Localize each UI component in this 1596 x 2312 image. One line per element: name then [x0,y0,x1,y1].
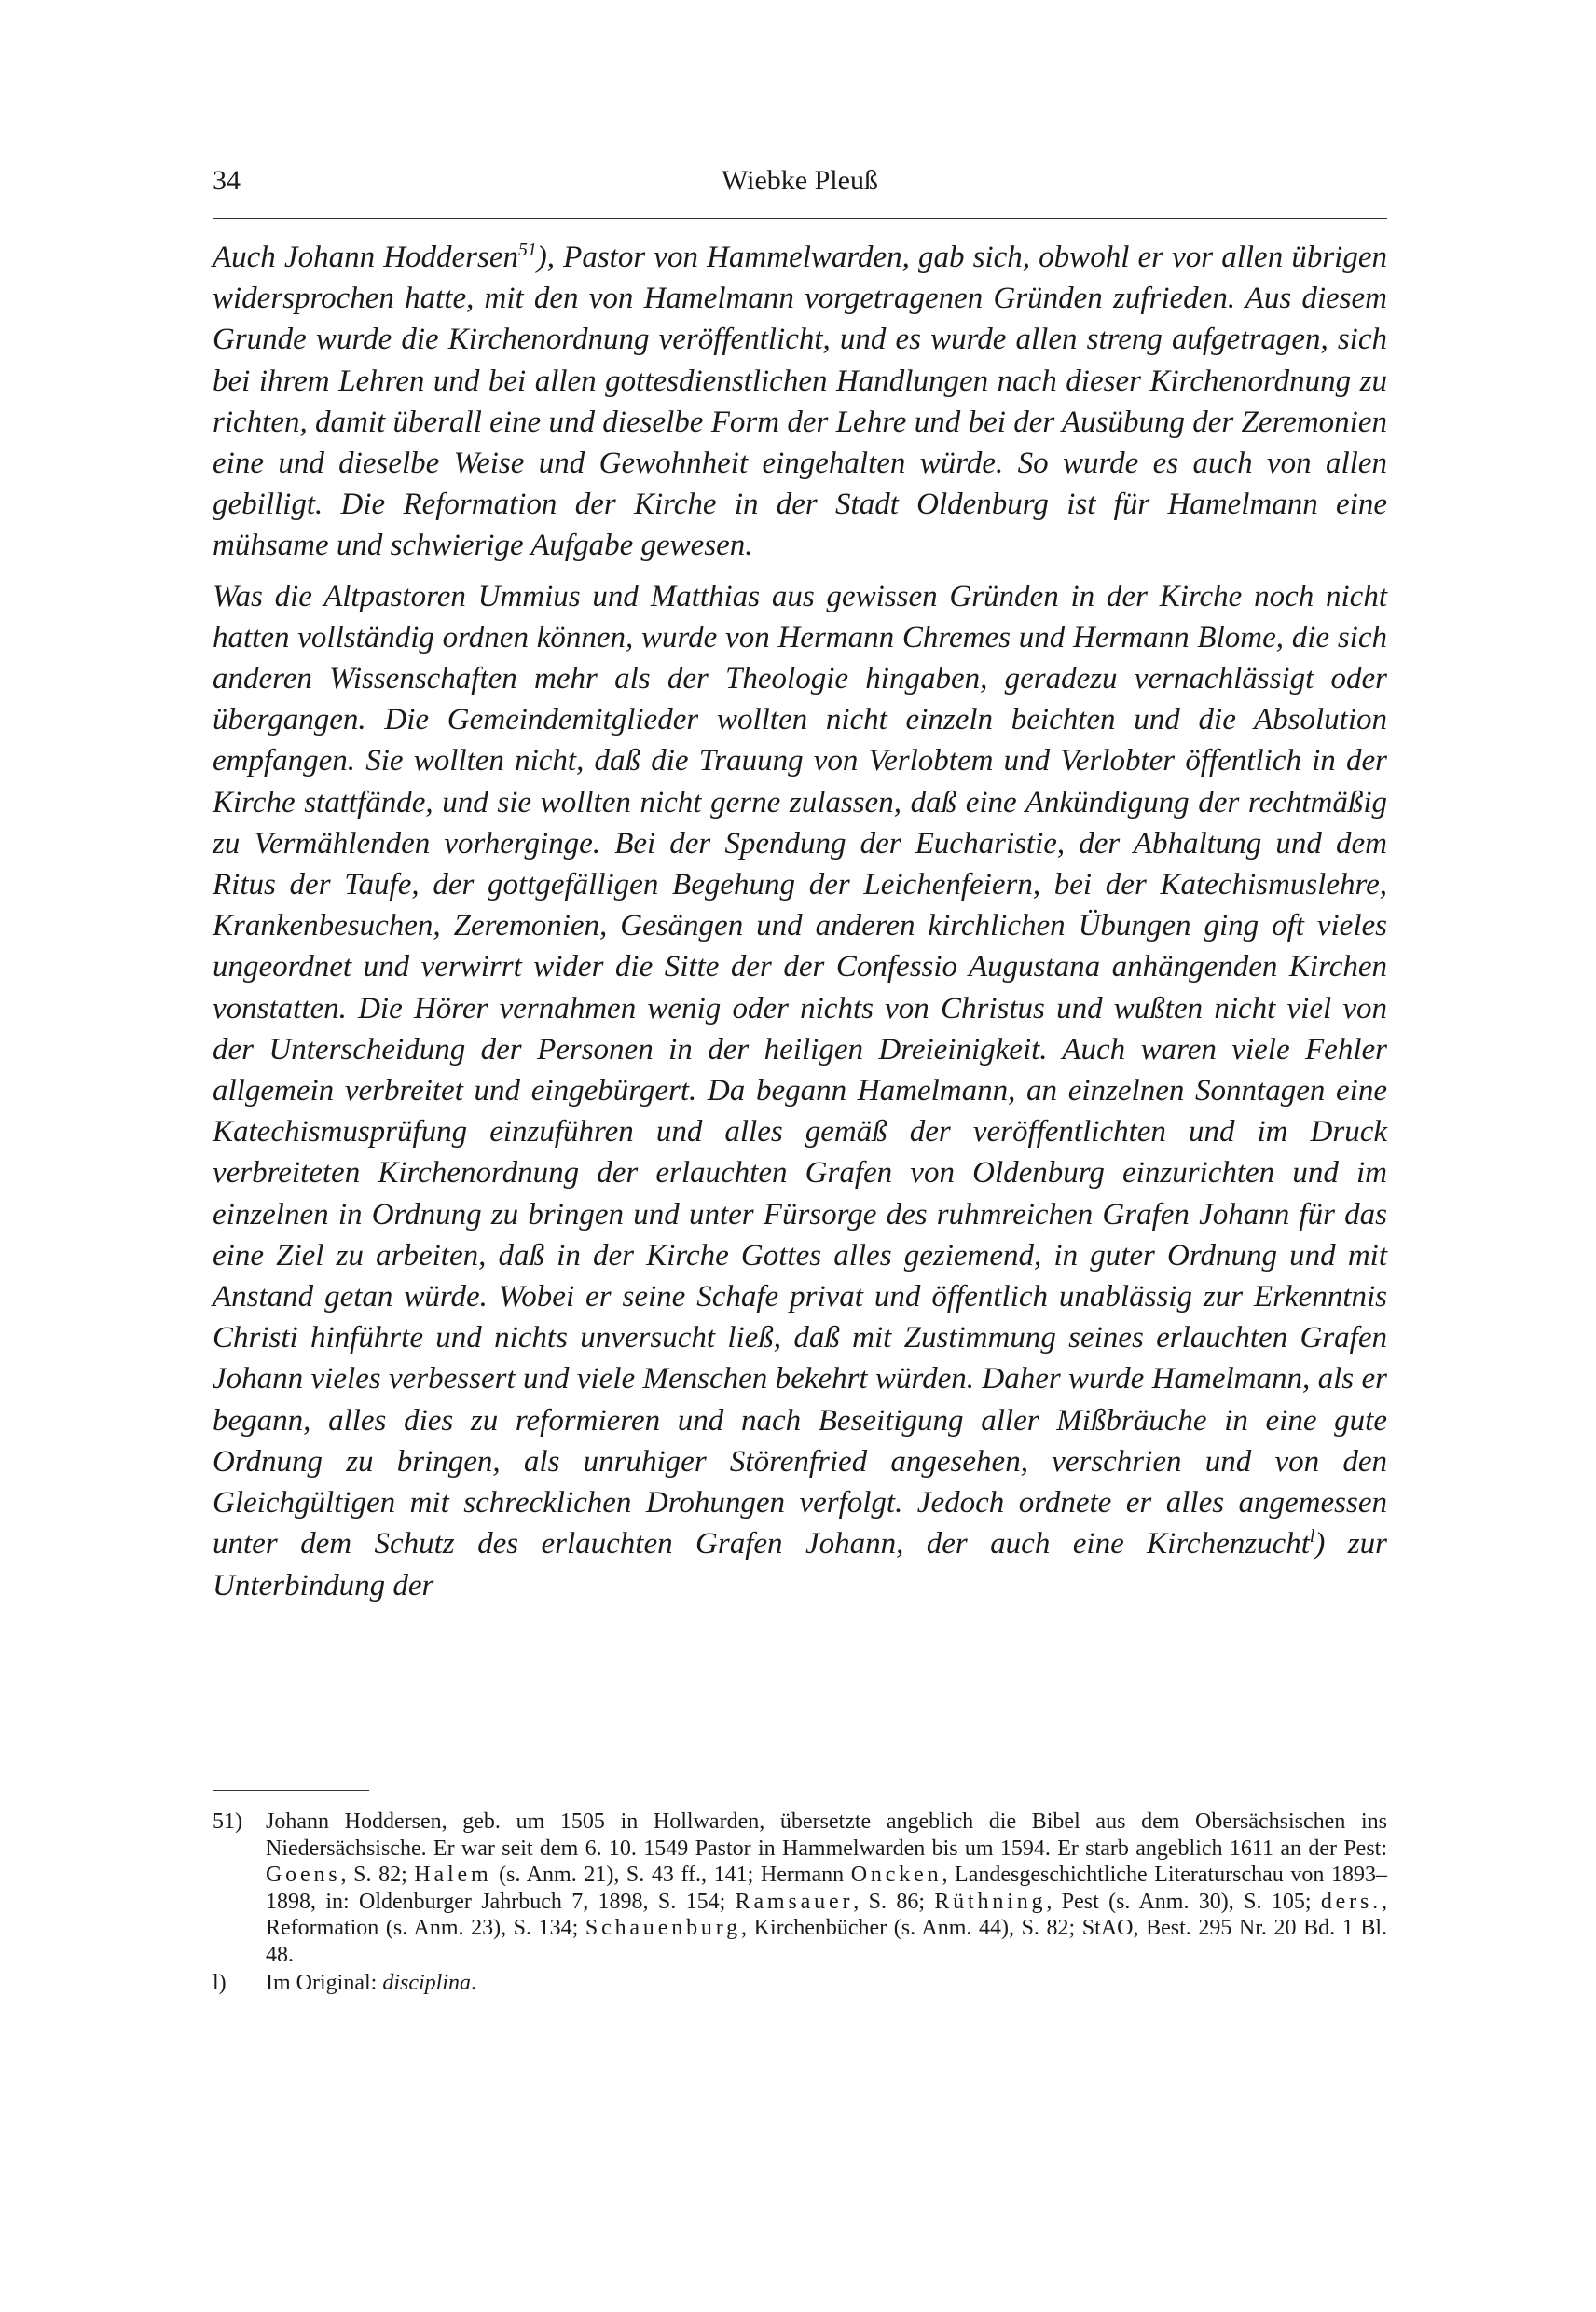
author-name: Oncken [850,1863,942,1887]
footnote-51 [213,1809,1387,1968]
footnote-text: . [470,1971,476,1995]
footnote-text: , Landesgeschichtliche Literaturschau von 1893–1898, in: Oldenburger Jahrbuch 7, 1898, S. 154; [266,1863,1387,1914]
page-number: 34 [213,165,241,196]
paragraph-2-rest: ) zur Unterbindung der [213,1527,1387,1603]
author-name: Schauenburg [585,1916,742,1940]
paragraph-2 [213,576,1387,1606]
author-name: Halem [414,1863,492,1887]
footnote-text: Johann Hoddersen, geb. um 1505 in Hollwarden, übersetzte angeblich die Bibel aus dem Obersächsischen ins Niedersächsische. Er war seit dem 6. 10. 1549 Pastor in Hammelwarden bis um 1594. Er starb angeblich 1611 an der Pest: [266,1810,1387,1861]
paragraph-1 [213,237,1387,567]
footnote-text: , Pest (s. Anm. 30), S. 105; [1046,1889,1321,1914]
main-text [213,237,1387,1606]
footnote-l [213,1970,1387,1997]
paragraph-2-start: Was die Altpastoren Ummius und Matthias aus gewissen Gründen in der Kirche noch nicht hatten vollständig ordnen können, wurde von Hermann Chremes und Hermann Blome, die sich anderen Wissenschaften mehr als der Theologie hingaben, geradezu vernachlässigt oder übergangen. Die Gemeindemitglieder wollten nicht einzeln beichten und die Absolution empfangen. Sie wollten nicht, daß die Trauung von Verlobtem und Verlobter öffentlich in der Kirche stattfände, und sie wollten nicht gerne zulassen, daß eine Ankündigung der rechtmäßig zu Vermählenden vorherginge. Bei der Spendung der Eucharistie, der Abhaltung und dem Ritus der Taufe, der gottgefälligen Begehung der Leichenfeiern, bei der Katechismuslehre, Krankenbesuchen, Zeremonien, Gesängen und anderen kirchlichen Übungen ging oft vieles ungeordnet und verwirrt wider die Sitte der der Confessio Augustana anhängenden Kirchen vonstatten. Die Hörer vernahmen wenig oder nichts von Christus und wußten nicht viel von der Unterscheidung der Personen in der heiligen Dreieinigkeit. Auch waren viele Fehler allgemein verbreitet und eingebürgert. Da begann Hamelmann, an einzelnen Sonntagen eine Katechismusprüfung einzuführen und alles gemäß der veröffentlichten und im Druck verbreiteten Kirchenordnung der erlauchten Grafen von Oldenburg einzurichten und im einzelnen in Ordnung zu bringen und unter Fürsorge des ruhmreichen Grafen Johann für das eine Ziel zu arbeiten, daß in der Kirche Gottes alles geziemend, in guter Ordnung und mit Anstand getan würde. Wobei er seine Schafe privat und öffentlich unablässig zur Erkenntnis Christi hinführte und nichts unversucht ließ, daß mit Zustimmung seines erlauchten Grafen Johann vieles verbessert und viele Menschen bekehrt würden. Daher wurde Hamelmann, als er begann, alles dies zu reformieren und nach Beseitigung aller Mißbräuche in eine gute Ordnung zu bringen, als unruhiger Störenfried angesehen, verschrien und von den Gleichgültigen mit schrecklichen Drohungen verfolgt. Jedoch ordnete er alles angemessen unter dem Schutz des erlauchten Grafen Johann, der auch eine Kirchenzucht [213,579,1387,1562]
footnote-mark: l) [213,1971,227,1995]
footnotes [213,1809,1387,1997]
paragraph-1-start: Auch Johann Hoddersen [213,241,519,274]
paragraph-1-rest: ), Pastor von Hammelwarden, gab sich, obwohl er vor allen übrigen widersprochen hatte, mit den von Hamelmann vorgetragenen Gründen zufrieden. Aus diesem Grunde wurde die Kirchenordnung veröffentlicht, und es wurde allen streng aufgetragen, sich bei ihrem Lehren und bei allen gottesdienstlichen Handlungen nach dieser Kirchenordnung zu richten, damit überall eine und dieselbe Form der Lehre und bei der Ausübung der Zeremonien eine und dieselbe Weise und Gewohnheit eingehalten würde. So wurde es auch von allen gebilligt. Die Reformation der Kirche in der Stadt Oldenburg ist für Hamelmann eine mühsame und schwierige Aufgabe gewesen. [213,241,1387,563]
author-name: Goens [266,1863,341,1887]
running-title: Wiebke Pleuß [722,165,878,196]
header-rule [213,218,1387,219]
footnote-ref-l[interactable]: l [1309,1526,1315,1548]
latin-term: disciplina [382,1971,471,1995]
footnote-text: , S. 86; [853,1889,935,1914]
footnote-text: , Reformation (s. Anm. 23), S. 134; [266,1889,1388,1940]
running-header [213,160,1387,201]
footnote-text: Im Original: [266,1971,383,1995]
footnote-ref-51[interactable]: 51 [518,240,537,260]
author-name: ders. [1320,1889,1383,1914]
footnote-text: (s. Anm. 21), S. 43 ff., 141; Hermann [491,1863,851,1887]
footnote-rule [213,1790,369,1791]
author-name: Ramsauer [735,1889,854,1914]
footnote-mark: 51) [213,1810,242,1834]
document-page [213,0,1387,2312]
author-name: Rüthning [934,1889,1047,1914]
footnote-text: , S. 82; [340,1863,415,1887]
footnote-text: , Kirchenbücher (s. Anm. 44), S. 82; StAO, Best. 295 Nr. 20 Bd. 1 Bl. 48. [266,1916,1388,1967]
